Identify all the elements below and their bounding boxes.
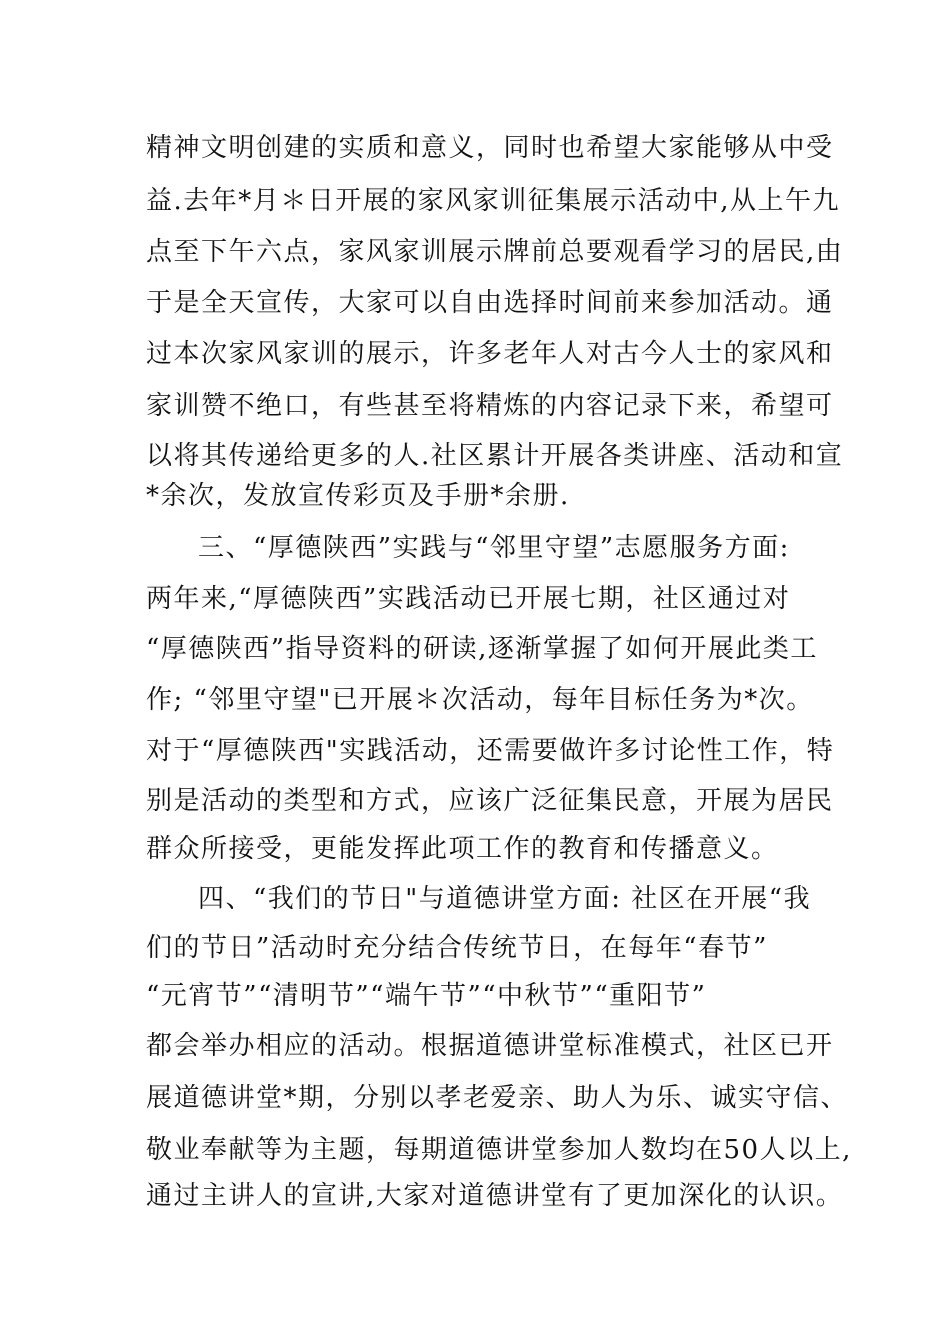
text-line: 点至下午六点，家风家训展示牌前总要观看学习的居民,由	[146, 237, 844, 267]
section-heading-4: 四、“我们的节日"与道德讲堂方面: 社区在开展“我	[198, 884, 812, 914]
text-line: 对于“厚德陕西"实践活动，还需要做许多讨论性工作，特	[146, 736, 835, 766]
text-line: 敬业奉献等为主题，每期道德讲堂参加人数均在50人以上,	[146, 1135, 852, 1165]
text-line: 别是活动的类型和方式，应该广泛征集民意，开展为居民	[146, 786, 834, 816]
text-line: *余次，发放宣传彩页及手册*余册.	[146, 481, 570, 511]
section-heading-3: 三、“厚德陕西”实践与“邻里守望”志愿服务方面:	[198, 533, 790, 563]
text-line: 作; “邻里守望"已开展＊次活动，每年目标任务为*次。	[146, 685, 814, 715]
text-line: 于是全天宣传，大家可以自由选择时间前来参加活动。通	[146, 288, 834, 318]
text-line: 都会举办相应的活动。根据道德讲堂标准模式，社区已开	[146, 1031, 834, 1061]
text-line: 家训赞不绝口，有些甚至将精炼的内容记录下来，希望可	[146, 391, 834, 421]
text-line: 群众所接受，更能发挥此项工作的教育和传播意义。	[146, 834, 779, 864]
text-line: 通过主讲人的宣讲,大家对道德讲堂有了更加深化的认识。	[146, 1181, 844, 1211]
text-line: 益.去年*月＊日开展的家风家训征集展示活动中,从上午九	[146, 186, 841, 216]
text-line: “厚德陕西”指导资料的研读,逐渐掌握了如何开展此类工	[146, 634, 818, 664]
text-line: 精神文明创建的实质和意义，同时也希望大家能够从中受	[146, 133, 834, 163]
text-line: 以将其传递给更多的人.社区累计开展各类讲座、活动和宣	[146, 441, 844, 471]
text-line: 展道德讲堂*期，分别以孝老爱亲、助人为乐、诚实守信、	[146, 1083, 849, 1113]
text-line: 两年来,“厚德陕西”实践活动已开展七期，社区通过对	[146, 584, 791, 614]
text-line: 过本次家风家训的展示，许多老年人对古今人士的家风和	[146, 339, 834, 369]
text-line: “元宵节”“清明节”“端午节”“中秋节”“重阳节”	[146, 981, 707, 1011]
text-line: 们的节日”活动时充分结合传统节日，在每年“春节”	[146, 933, 768, 963]
